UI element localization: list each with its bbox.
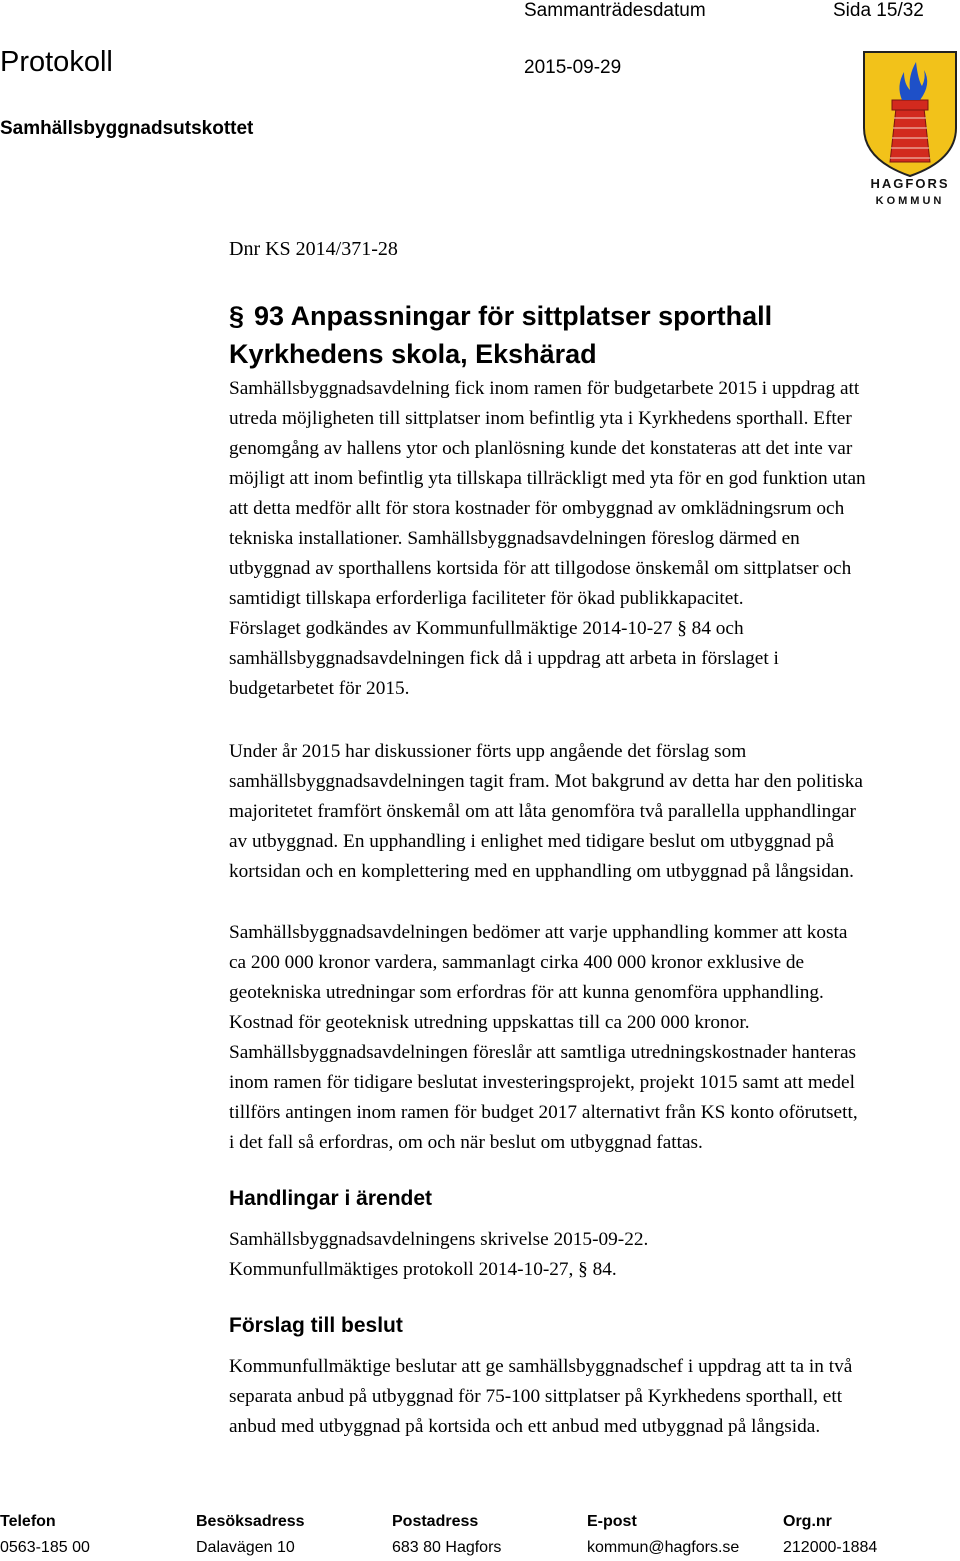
case-number: Dnr KS 2014/371-28 — [229, 238, 398, 260]
document-item: Kommunfullmäktiges protokoll 2014-10-27, § 84. — [229, 1259, 617, 1280]
text-line: majoritetet framfört önskemål om att låta genomföra två parallella upphandlingar — [229, 801, 856, 822]
text-line: genomgång av hallens ytor och planlösning kunde det konstateras att det inte var — [229, 438, 853, 459]
footer-org-value: 212000-1884 — [783, 1539, 878, 1556]
footer-visit-label: Besöksadress — [196, 1513, 305, 1530]
hagfors-kommun-logo — [862, 50, 958, 208]
text-line: möjligt att inom befintlig yta tillskapa tillräckligt med yta för en god funktion utan — [229, 468, 866, 489]
documents-list — [229, 1225, 959, 1285]
footer-phone — [0, 1509, 90, 1561]
meeting-date-label: Sammanträdesdatum — [524, 0, 706, 21]
document-title: Protokoll — [0, 46, 113, 78]
footer-phone-label: Telefon — [0, 1513, 56, 1530]
footer-phone-value: 0563-185 00 — [0, 1539, 90, 1556]
section-heading — [229, 297, 772, 373]
text-line: geotekniska utredningar som erfordras för att kunna genomföra upphandling. — [229, 982, 824, 1003]
svg-text:KOMMUN: KOMMUN — [875, 195, 945, 207]
paragraph-background — [229, 374, 959, 704]
page-number: Sida 15/32 — [833, 0, 924, 21]
footer-org-label: Org.nr — [783, 1513, 832, 1530]
text-line: utbyggnad av sporthallens kortsida för att tillgodose önskemål om sittplatser och — [229, 558, 852, 579]
footer — [0, 1509, 960, 1561]
text-line: samhällsbyggnadsavdelningen tagit fram. Mot bakgrund av detta har den politiska — [229, 771, 863, 792]
footer-email-value[interactable]: kommun@hagfors.se — [587, 1539, 740, 1556]
document-item: Samhällsbyggnadsavdelningens skrivelse 2015-09-22. — [229, 1229, 649, 1250]
paragraph-costs — [229, 918, 959, 1158]
section-sign: § — [229, 301, 245, 331]
footer-postal-value: 683 80 Hagfors — [392, 1539, 502, 1556]
documents-heading: Handlingar i ärendet — [229, 1187, 433, 1210]
proposal-heading: Förslag till beslut — [229, 1314, 403, 1337]
proposal-text — [229, 1352, 959, 1442]
text-line: Kostnad för geoteknisk utredning uppskattas till ca 200 000 kronor. — [229, 1012, 750, 1033]
meeting-date: 2015-09-29 — [524, 57, 622, 78]
text-line: Under år 2015 har diskussioner förts upp angående det förslag som — [229, 741, 747, 762]
footer-postal-address — [392, 1509, 501, 1561]
text-line: Kommunfullmäktige beslutar att ge samhällsbyggnadschef i uppdrag att ta in två — [229, 1356, 853, 1377]
text-line: Förslaget godkändes av Kommunfullmäktige 2014-10-27 § 84 och — [229, 618, 744, 639]
footer-postal-label: Postadress — [392, 1513, 479, 1530]
text-line: Samhällsbyggnadsavdelningen föreslår att samtliga utredningskostnader hanteras — [229, 1042, 857, 1063]
text-line: samhällsbyggnadsavdelningen fick då i uppdrag att arbeta in förslaget i — [229, 648, 779, 669]
text-line: utreda möjligheten till sittplatser inom befintlig yta i Kyrkhedens sporthall. Efter — [229, 408, 852, 429]
text-line: av utbyggnad. En upphandling i enlighet med tidigare beslut om utbyggnad på — [229, 831, 835, 852]
text-line: Samhällsbyggnadsavdelning fick inom ramen för budgetarbete 2015 i uppdrag att — [229, 378, 860, 399]
text-line: anbud med utbyggnad på kortsida och ett anbud med utbyggnad på långsida. — [229, 1416, 821, 1437]
text-line: ca 200 000 kronor vardera, sammanlagt cirka 400 000 kronor exklusive de — [229, 952, 805, 973]
text-line: Samhällsbyggnadsavdelningen bedömer att varje upphandling kommer att kosta — [229, 922, 848, 943]
text-line: budgetarbetet för 2015. — [229, 678, 410, 699]
paragraph-discussion — [229, 737, 959, 887]
text-line: tekniska installationer. Samhällsbyggnadsavdelningen föreslog därmed en — [229, 528, 800, 549]
section-heading-line2: Kyrkhedens skola, Ekshärad — [229, 339, 597, 369]
text-line: separata anbud på utbyggnad för 75-100 sittplatser på Kyrkhedens sporthall, ett — [229, 1386, 843, 1407]
footer-email-label: E-post — [587, 1513, 637, 1530]
text-line: tillförs antingen inom ramen för budget 2017 alternativt från KS konto oförutsett, — [229, 1102, 858, 1123]
footer-email — [587, 1509, 739, 1561]
footer-visit-value: Dalavägen 10 — [196, 1539, 295, 1556]
footer-org-number — [783, 1509, 877, 1561]
text-line: i det fall så erfordras, om och när beslut om utbyggnad fattas. — [229, 1132, 703, 1153]
section-heading-line1: 93 Anpassningar för sittplatser sporthall — [254, 301, 773, 331]
text-line: samtidigt tillskapa erforderliga faciliteter för ökad publikkapacitet. — [229, 588, 744, 609]
text-line: att detta medför allt för stora kostnader för ombyggnad av omklädningsrum och — [229, 498, 845, 519]
text-line: inom ramen för tidigare beslutat investeringsprojekt, projekt 1015 samt att medel — [229, 1072, 855, 1093]
svg-text:HAGFORS: HAGFORS — [870, 176, 950, 191]
text-line: kortsidan och en komplettering med en upphandling om utbyggnad på långsidan. — [229, 861, 854, 882]
committee-name: Samhällsbyggnadsutskottet — [0, 118, 254, 139]
footer-visit-address — [196, 1509, 305, 1561]
